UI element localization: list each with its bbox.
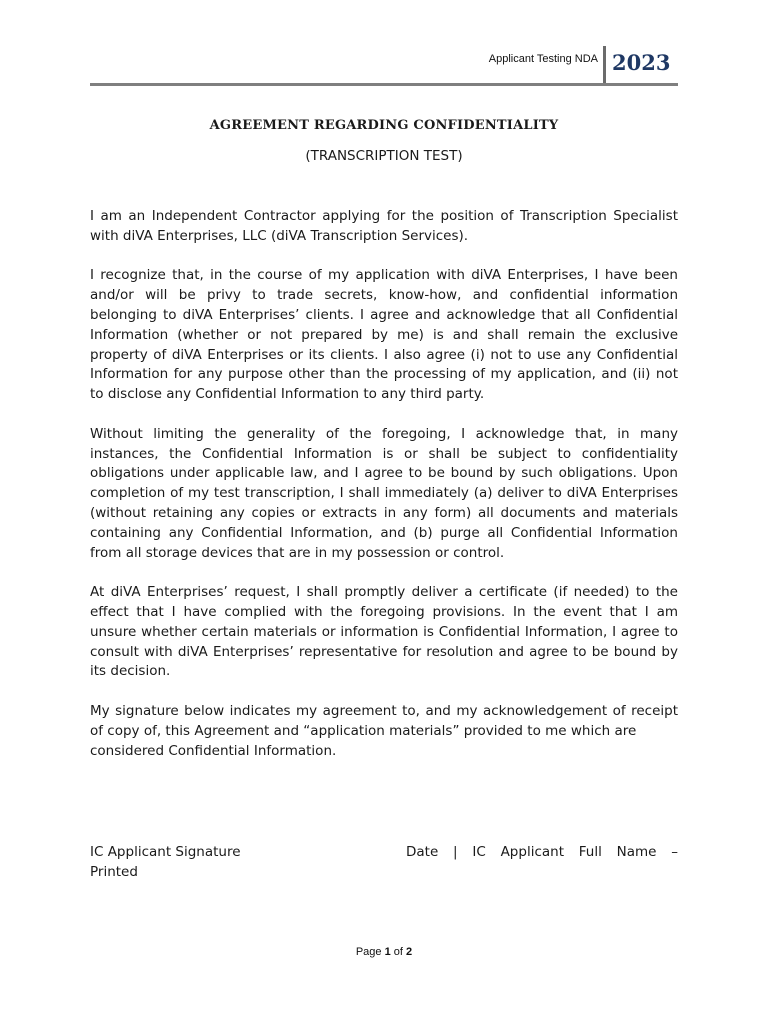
header-divider xyxy=(603,46,606,84)
document-title: AGREEMENT REGARDING CONFIDENTIALITY xyxy=(209,118,559,133)
closing-line-2: considered Confidential Information. xyxy=(90,742,337,759)
document-subtitle: (TRANSCRIPTION TEST) xyxy=(305,148,463,164)
paragraph-obligations: Without limiting the generality of the foregoing, I acknowledge that, in many instances, the Confidential Information is or shall be subject to confidentiality obligations under applicable law, and I agree to be bound by such obligations. Upon completion of my test transcription, I shall immediately (a) deliver to diVA Enterprises (without retaining any copies or extracts in any form) all documents and materials containing any Confidential Information, and (b) purge all Confidential Information from all storage devices that are in my possession or control. xyxy=(90,425,678,561)
footer-of-word: of xyxy=(393,946,403,958)
paragraph-recognition: I recognize that, in the course of my application with diVA Enterprises, I have been and/or will be privy to trade secrets, know-how, and confidential information belonging to diVA Enterprises’ clients. I agree and acknowledge that all Confidential Information (whether or not prepared by me) is and shall remain the exclusive property of diVA Enterprises or its clients. I also agree (i) not to use any Confidential Information for any purpose other than the processing of my application, and (ii) not to disclose any Confidential Information to any third party. xyxy=(90,267,678,403)
signature-label: IC Applicant Signature Printed xyxy=(90,844,241,880)
closing-line-1: My signature below indicates my agreement to, and my acknowledgement of receipt of copy of, this Agreement and “application materials” provided to me which are xyxy=(90,702,678,739)
page-footer xyxy=(90,946,678,958)
paragraph-certificate: At diVA Enterprises’ request, I shall promptly deliver a certificate (if needed) to the effect that I have complied with the foregoing provisions. In the event that I am unsure whether certain materials or information is Confidential Information, I agree to consult with diVA Enterprises’ representative for resolution and agree to be bound by its decision. xyxy=(90,584,678,680)
document-body xyxy=(90,207,678,781)
footer-current-page: 1 xyxy=(384,946,391,958)
paragraph-closing xyxy=(90,702,678,761)
header-year: 2023 xyxy=(612,50,671,75)
header-rule xyxy=(90,83,678,86)
paragraph-intro: I am an Independent Contractor applying for the position of Transcription Specialist with diVA Enterprises, LLC (diVA Transcription Services). xyxy=(90,208,678,244)
date-name-label: Date | IC Applicant Full Name – xyxy=(406,844,678,860)
header-label: Applicant Testing NDA xyxy=(488,53,598,65)
footer-page-word: Page xyxy=(355,946,382,958)
footer-total-pages: 2 xyxy=(406,946,413,958)
page-header xyxy=(90,44,678,84)
